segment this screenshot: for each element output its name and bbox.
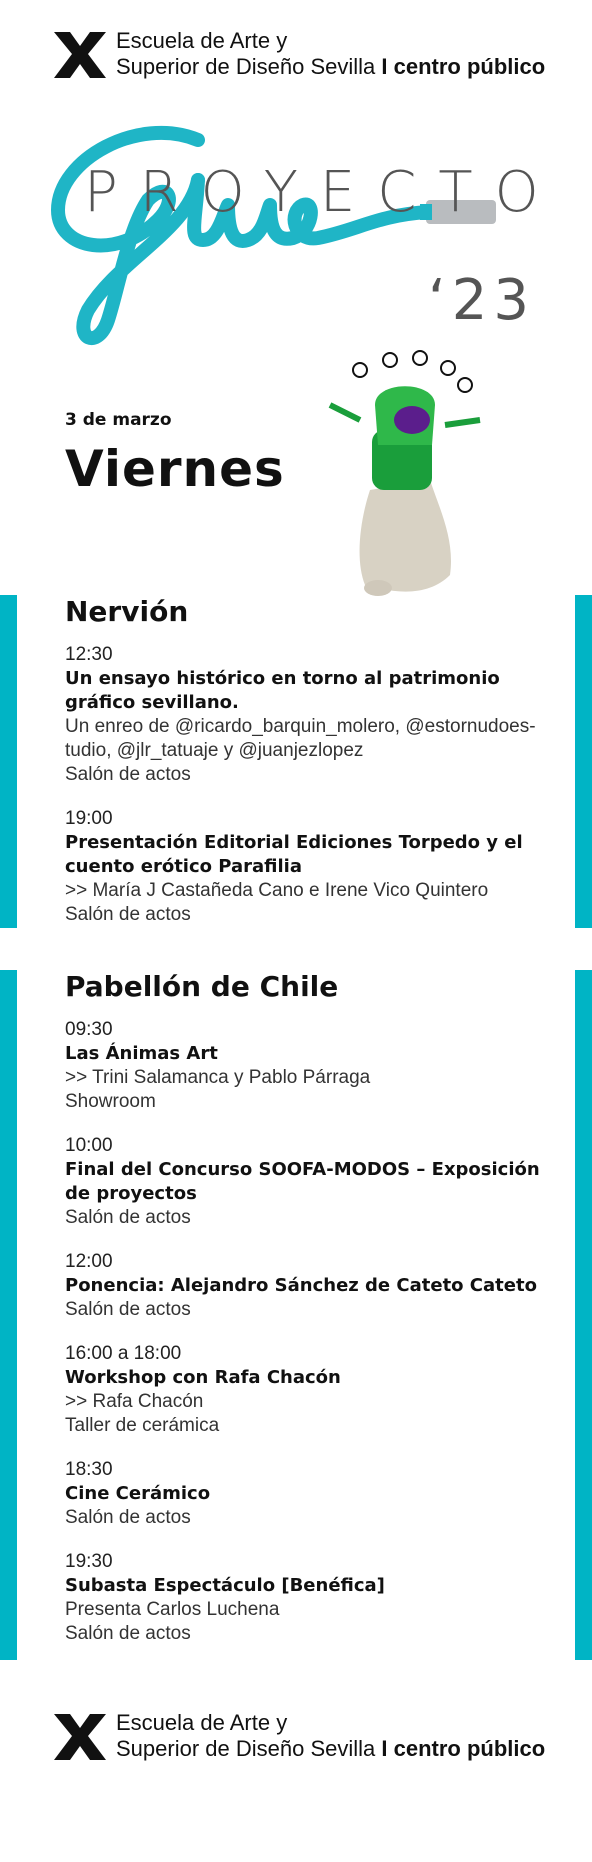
event-location: Showroom [65,1091,156,1112]
event-time: 19:00 [65,808,113,829]
event-name: Cine Cerámico [65,1483,211,1504]
school-name-line2a: Superior de Diseño Sevilla [116,54,382,79]
section-nervion [0,595,592,928]
event-name: Un ensayo histórico en torno al patrimonio gráfico sevillano. [65,668,500,713]
event-detail: Presenta Carlos Luchena [65,1599,280,1620]
event-item [65,643,552,787]
event-location: Salón de actos [65,904,191,925]
school-name [116,28,545,80]
event-time: 19:30 [65,1551,113,1572]
event-detail: >> María J Castañeda Cano e Irene Vico Quintero [65,880,489,901]
event-time: 12:00 [65,1251,113,1272]
event-time: 16:00 a 18:00 [65,1343,182,1364]
event-item [65,1250,552,1322]
school-name-line1: Escuela de Arte y [116,28,288,53]
event-detail: >> Trini Salamanca y Pablo Párraga [65,1067,371,1088]
school-logo-bottom [52,1710,545,1764]
school-name-line2a: Superior de Diseño Sevilla [116,1736,382,1761]
accent-bar-left [0,595,17,928]
accent-bar-right [575,970,592,1660]
event-date: 3 de marzo [65,410,172,430]
event-time: 09:30 [65,1019,113,1040]
section-pabellon-de-chile [0,970,592,1660]
event-name: Subasta Espectáculo [Benéfica] [65,1575,385,1596]
event-location: Salón de actos [65,1207,191,1228]
event-location: Salón de actos [65,1623,191,1644]
event-time: 12:30 [65,644,113,665]
school-logo-icon [52,28,108,82]
event-logo [48,120,561,360]
event-name: Las Ánimas Art [65,1043,218,1064]
event-item [65,807,552,927]
school-logo-icon [52,1710,108,1764]
event-day: Viernes [65,440,285,498]
accent-bar-right [575,595,592,928]
section-title: Pabellón de Chile [65,970,339,1003]
section-title: Nervión [65,595,189,628]
event-item [65,1550,552,1646]
school-name-line2 [116,1736,545,1762]
event-item [65,1134,552,1230]
event-item [65,1342,552,1438]
event-list [65,643,552,947]
school-name-line2 [116,54,545,80]
event-time: 18:30 [65,1459,113,1480]
event-name: Presentación Editorial Ediciones Torpedo y el cuento erótico Parafilia [65,832,523,877]
accent-bar-left [0,970,17,1660]
hero-year: ‘23 [428,268,536,333]
school-tagline: I centro público [381,1736,546,1761]
school-name-line1: Escuela de Arte y [116,1710,288,1735]
school-name [116,1710,545,1762]
event-name: Final del Concurso SOOFA-MODOS – Exposición de proyectos [65,1159,540,1204]
event-location: Taller de cerámica [65,1415,220,1436]
event-location: Salón de actos [65,1299,191,1320]
event-time: 10:00 [65,1135,113,1156]
event-item [65,1018,552,1114]
event-detail: Un enreo de @ricardo_barquin_molero, @estornudoes-tudio, @jlr_tatuaje y @juanjezlopez [65,716,536,761]
event-name: Workshop con Rafa Chacón [65,1367,341,1388]
monster-illustration [320,350,500,600]
event-location: Salón de actos [65,764,191,785]
event-location: Salón de actos [65,1507,191,1528]
event-detail: >> Rafa Chacón [65,1391,204,1412]
event-item [65,1458,552,1530]
event-list [65,1018,552,1666]
event-name: Ponencia: Alejandro Sánchez de Cateto Cateto [65,1275,537,1296]
school-logo-top [52,28,545,82]
school-tagline: I centro público [381,54,546,79]
hero-title: PROYECTO [84,160,561,225]
